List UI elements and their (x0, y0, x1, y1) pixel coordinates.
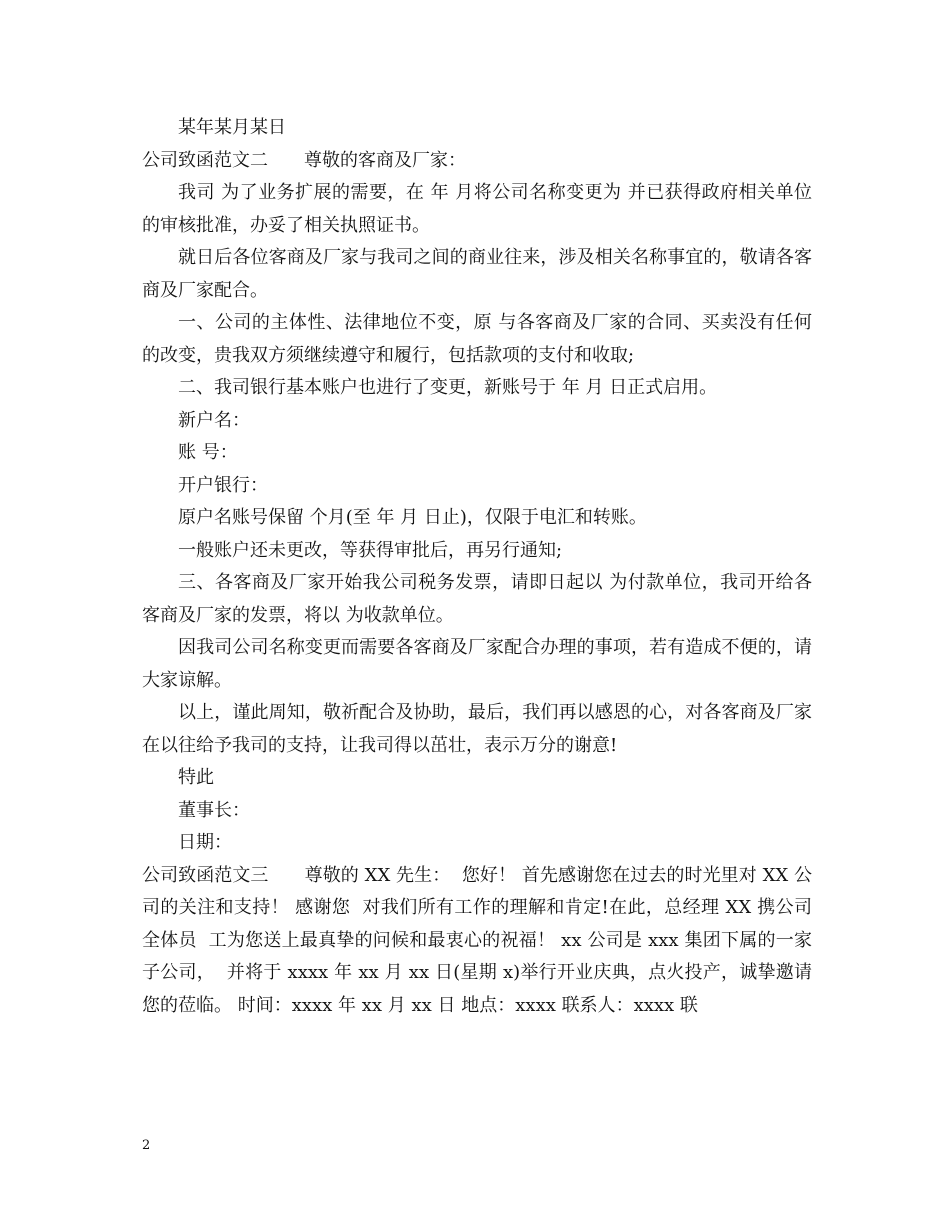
signature-line: 董事长： (178, 799, 250, 821)
letter-heading-2: 公司致函范文二 尊敬的客商及厂家： (142, 149, 466, 171)
body-paragraph: 原户名账号保留 个月(至 年 月 日止)，仅限于电汇和转账。 (178, 507, 647, 528)
page-number: 2 (142, 1138, 151, 1153)
date-line: 某年某月某日 (178, 117, 286, 138)
document-body (142, 112, 812, 1022)
body-paragraph: 一、公司的主体性、法律地位不变，原 与各客商及厂家的合同、买卖没有任何的改变，贵我双方须继续遵守和履行，包括款项的支付和收取; (142, 312, 812, 366)
body-paragraph: 以上，谨此周知，敬祈配合及协助，最后，我们再以感恩的心，对各客商及厂家在以往给予我司的支持，让我司得以茁壮，表示万分的谢意! (142, 702, 812, 756)
account-number-line: 账 号： (178, 442, 238, 463)
account-name-line: 新户名： (178, 409, 250, 431)
body-paragraph: 二、我司银行基本账户也进行了变更，新账号于 年 月 日正式启用。 (178, 377, 718, 398)
bank-line: 开户银行： (178, 474, 268, 496)
body-paragraph: 三、各客商及厂家开始我公司税务发票，请即日起以 为付款单位，我司开给各客商及厂家的发票，将以 为收款单位。 (142, 572, 812, 626)
body-paragraph: 一般账户还未更改，等获得审批后，再另行通知; (178, 539, 563, 561)
letter-heading-3: 公司致函范文三 尊敬的 XX 先生： 您好！ 首先感谢您在过去的时光里对 XX 公司的关注和支持！ 感谢您 对我们所有工作的理解和肯定!在此，总经理 XX 携公司全体员 工为您送上最真挚的问候和最衷心的祝福！ xx 公司是 xxx 集团下属的一家子公司， 并将于 xxxx 年 xx 月 xx 日(星期 x)举行开业庆典，点火投产，诚挚邀请您的莅临。 时间：xxxx 年 xx 月 xx 日 地点：xxxx 联系人：xxxx 联 (142, 864, 812, 1016)
closing-line: 特此 (178, 767, 214, 788)
body-paragraph: 因我司公司名称变更而需要各客商及厂家配合办理的事项，若有造成不便的，请大家谅解。 (142, 637, 812, 691)
body-paragraph: 我司 为了业务扩展的需要，在 年 月将公司名称变更为 并已获得政府相关单位的审核批准，办妥了相关执照证书。 (142, 182, 812, 236)
date-signature-line: 日期： (178, 832, 232, 853)
body-paragraph: 就日后各位客商及厂家与我司之间的商业往来，涉及相关名称事宜的，敬请各客商及厂家配合。 (142, 247, 812, 301)
